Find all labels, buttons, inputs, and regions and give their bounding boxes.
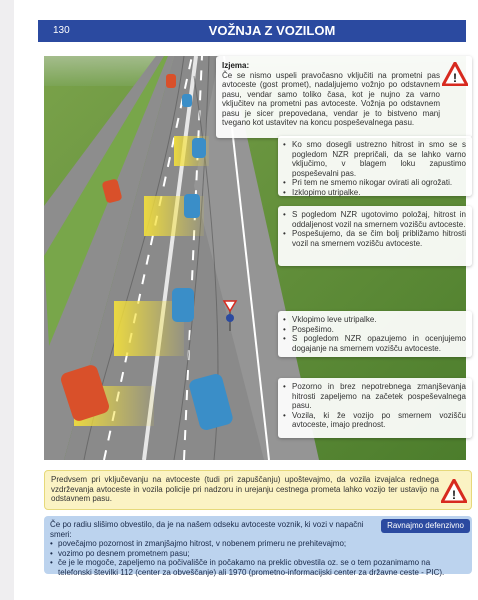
step-box-1 <box>278 136 472 196</box>
exception-heading: Izjema: <box>222 61 250 70</box>
defensive-badge: Ravnajmo defenzivno <box>381 519 470 533</box>
step-3-item: • S pogledom NZR opazujemo in ocenjujemo dogajanje na smernem vozišču avtoceste. <box>283 334 466 353</box>
step-3-item: • Pospešimo. <box>283 325 466 335</box>
page-number: 130 <box>53 25 70 36</box>
defensive-lead: Če po radiu slišimo obvestilo, da je na našem odseku avtoceste voznik, ki vozi v napačni smeri: <box>50 520 364 539</box>
svg-text:!: ! <box>453 71 457 85</box>
step-3-item: • Vklopimo leve utripalke. <box>283 315 466 325</box>
page-header <box>38 20 466 42</box>
step-4-item: • Vozila, ki že vozijo po smernem vozišču avtoceste, imajo prednost. <box>283 411 466 430</box>
svg-text:!: ! <box>452 488 456 502</box>
direction-arrow-icon <box>226 314 234 322</box>
car-blue-front <box>182 94 192 107</box>
step-2-item: • S pogledom NZR ugotovimo položaj, hitrost in oddaljenost vozil na smernem vozišču avtoceste. <box>283 210 466 229</box>
step-box-2 <box>278 206 472 266</box>
step-1-item: • Ko smo dosegli ustrezno hitrost in smo se s pogledom NZR prepričali, da se lahko varno vključimo, v blagem loku zapustimo pospeševalni pas. <box>283 140 466 178</box>
exception-box <box>216 56 472 138</box>
warning-triangle-icon <box>442 62 468 86</box>
step-box-3 <box>278 311 472 357</box>
exception-text: Če se nismo uspeli pravočasno vključiti na prometni pas avtoceste (gost promet), nadaljujemo vožnjo po odstavnem pasu, vendar samo toliko časa, kot je nujno za varno vključitev na prometni pas avtoceste. Vožnja po odstavnem pasu je sicer prepovedana, vendar je to bistveno manj tvegano kot ustavitev na koncu pospeševalnega pasu. <box>222 70 440 127</box>
car-red-front <box>166 74 176 88</box>
step-4-item: • Pozorno in brez nepotrebnega zmanjševanja hitrosti zapeljemo na začetek pospeševalnega pasu. <box>283 382 466 411</box>
step-box-4 <box>278 378 472 438</box>
warning-triangle-icon <box>441 479 467 503</box>
step-1-item: • Pri tem ne smemo nikogar ovirati ali ogrožati. <box>283 178 466 188</box>
note-box <box>44 470 472 510</box>
step-2-item: • Pospešujemo, da se čim bolj približamo hitrosti vozil na smernem vozišču avtoceste. <box>283 229 466 248</box>
defensive-item: • povečajmo pozornost in zmanjšajmo hitrost, v nobenem primeru ne prehitevajmo; <box>50 539 466 549</box>
defensive-item: • če je le mogoče, zapeljemo na počivališče in počakamo na preklic obvestila oz. se o tem pozanimamo na telefonski številki 112 (center za obveščanje) ali 1970 (prometno-informacijski center za državne ceste - PIC). <box>50 558 466 577</box>
car-blue-merge-2 <box>184 194 200 218</box>
car-blue-merge-1 <box>192 138 206 158</box>
note-text: Predvsem pri vključevanju na avtoceste (tudi pri zapuščanju) upoštevajmo, da vozila izvajalca rednega vzdrževanja avtoceste in vozila policije pri nadzoru in urejanju cestnega prometa lahko vozijo ter ustavijo na odstavnem pasu. <box>51 475 439 503</box>
car-blue-merge-3 <box>172 288 194 322</box>
defensive-item: • vozimo po desnem prometnem pasu; <box>50 549 466 559</box>
page-title: VOŽNJA Z VOZILOM <box>208 23 336 38</box>
defensive-driving-box <box>44 516 472 577</box>
step-1-item: • Izklopimo utripalke. <box>283 188 466 198</box>
